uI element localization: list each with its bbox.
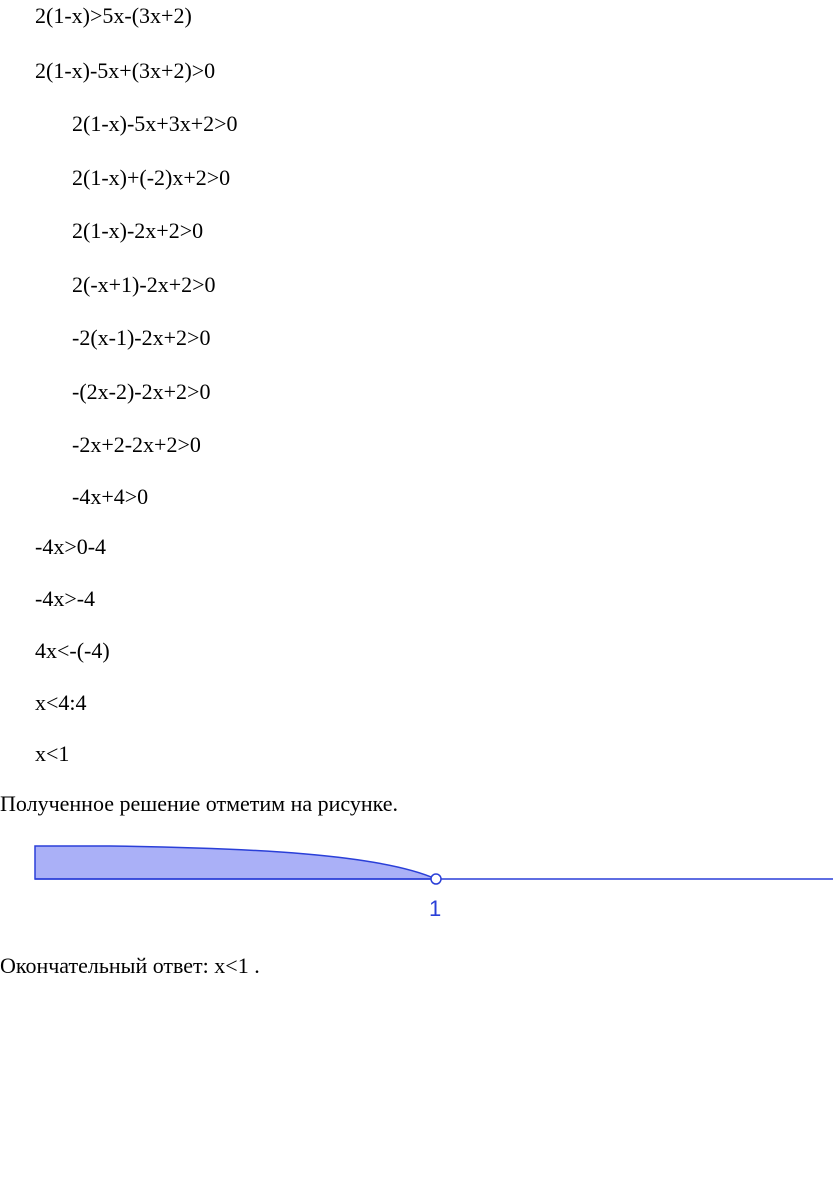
step-8: -(2x-2)-2x+2>0 [72, 379, 211, 404]
step-4: 2(1-x)+(-2)x+2>0 [72, 165, 231, 190]
step-1: 2(1-x)>5x-(3x+2) [35, 3, 192, 28]
step-7: -2(x-1)-2x+2>0 [72, 325, 211, 350]
point-label: 1 [429, 896, 442, 921]
step-5: 2(1-x)-2x+2>0 [72, 218, 204, 243]
final-answer-expression: x<1 . [214, 953, 260, 978]
step-11: -4x>0-4 [35, 534, 107, 559]
step-2: 2(1-x)-5x+(3x+2)>0 [35, 58, 216, 83]
step-12: -4x>-4 [35, 586, 96, 611]
open-point [431, 874, 441, 884]
solution-region [35, 846, 436, 879]
step-13: 4x<-(-4) [35, 638, 110, 663]
step-14: x<4:4 [35, 690, 87, 715]
step-6: 2(-x+1)-2x+2>0 [72, 272, 216, 297]
number-line [0, 836, 833, 896]
step-15: x<1 [35, 741, 70, 766]
note-text: Полученное решение отметим на рисунке. [0, 791, 399, 816]
step-10: -4x+4>0 [72, 484, 149, 509]
final-answer-prefix: Окончательный ответ: [0, 953, 215, 978]
final-answer [0, 952, 260, 980]
step-3: 2(1-x)-5x+3x+2>0 [72, 111, 238, 136]
step-9: -2x+2-2x+2>0 [72, 432, 201, 457]
